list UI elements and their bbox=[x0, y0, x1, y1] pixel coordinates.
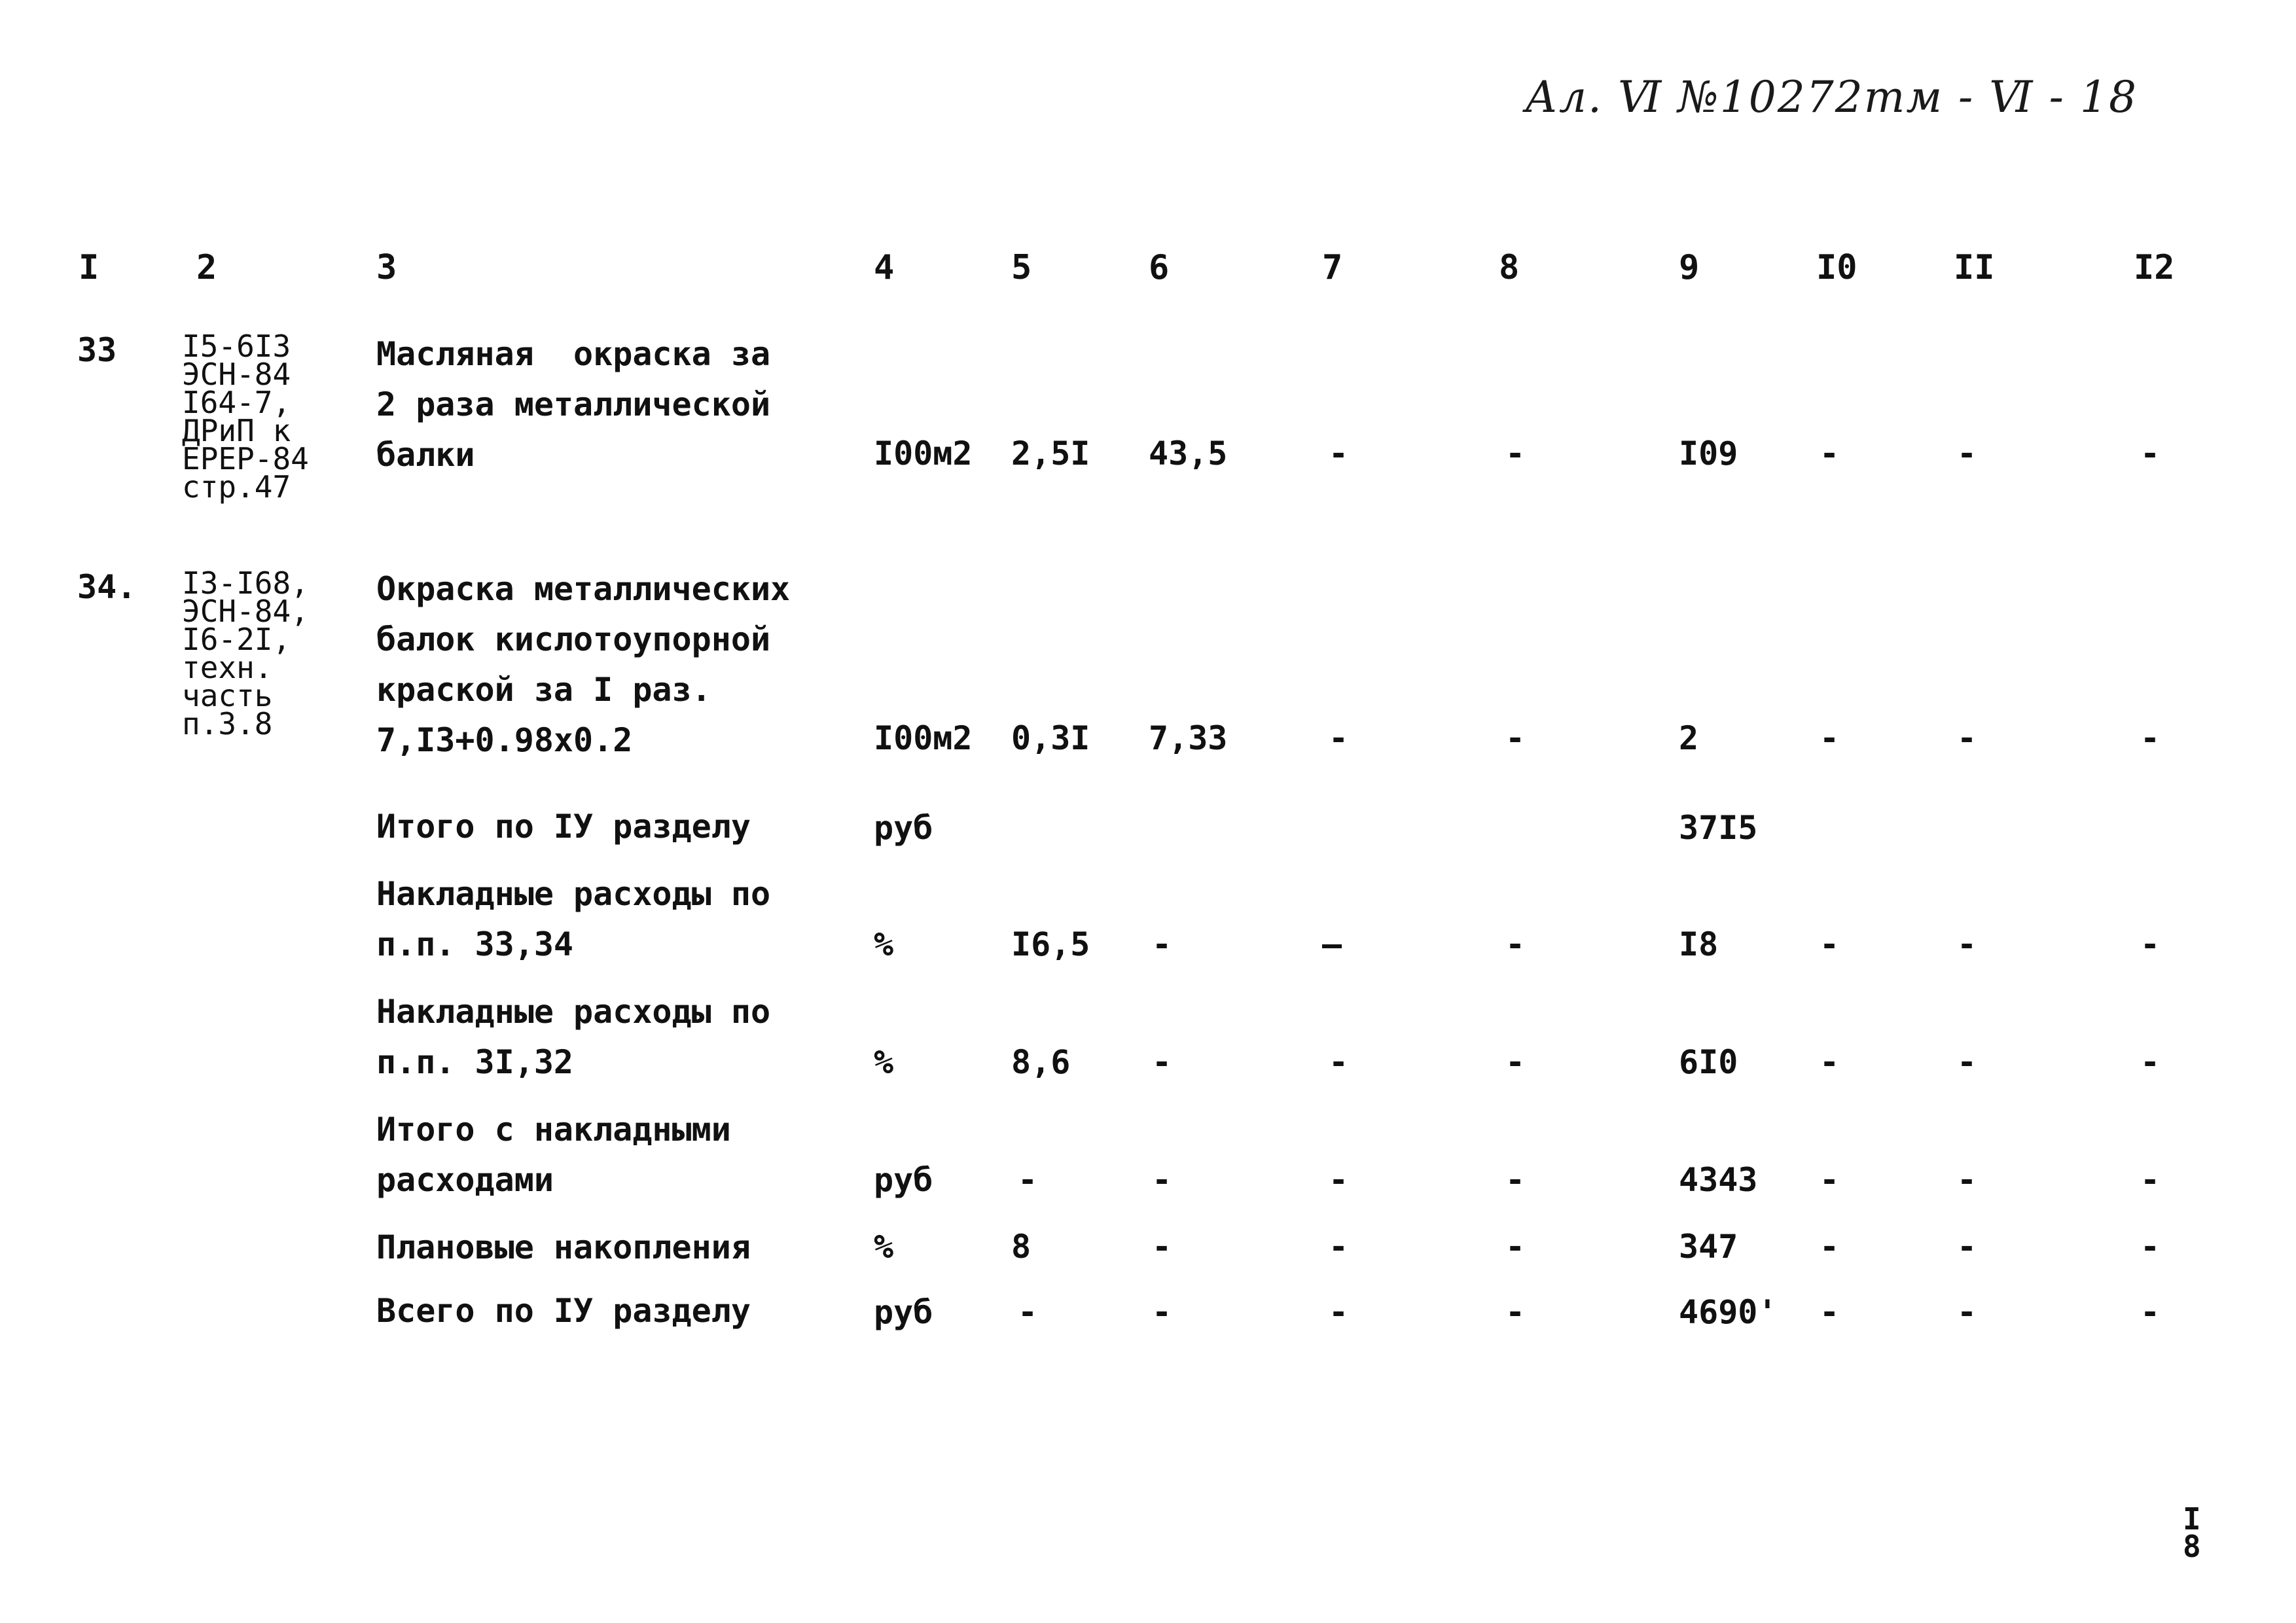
summary-label: Накладные расходы по п.п. 33,34 bbox=[376, 875, 771, 963]
page-number: I 8 bbox=[2183, 1501, 2201, 1564]
summary-total: I8 bbox=[1679, 925, 1719, 963]
unit: I00м2 bbox=[874, 719, 973, 757]
cell-col10: - bbox=[1820, 435, 1840, 473]
column-header-10: I0 bbox=[1816, 248, 1857, 287]
cell-col10: - bbox=[1820, 925, 1840, 963]
summary-total: 4690' bbox=[1679, 1293, 1778, 1331]
summary-unit: руб bbox=[874, 1161, 933, 1199]
quantity: 2,5I bbox=[1011, 435, 1090, 473]
cell-col11: - bbox=[1957, 925, 1977, 963]
cell-col8: - bbox=[1505, 435, 1526, 473]
cell-col12: - bbox=[2140, 1293, 2161, 1331]
cell-col8: - bbox=[1505, 1293, 1526, 1331]
cell-col7: - bbox=[1329, 1228, 1349, 1266]
cell-col11: - bbox=[1957, 1043, 1977, 1081]
cell-col7: — bbox=[1322, 925, 1342, 963]
column-header-7: 7 bbox=[1322, 248, 1343, 287]
cell-col10: - bbox=[1820, 719, 1840, 757]
summary-total: 37I5 bbox=[1679, 809, 1758, 847]
summary-total: 4343 bbox=[1679, 1161, 1758, 1199]
unit-price: 43,5 bbox=[1149, 435, 1228, 473]
unit-price: 7,33 bbox=[1149, 719, 1228, 757]
cell-col5: - bbox=[1018, 1293, 1038, 1331]
work-description: Окраска металлических балок кислотоупорной краской за I раз. 7,I3+0.98x0.2 bbox=[376, 570, 791, 759]
cell-col7: - bbox=[1329, 435, 1349, 473]
summary-total: 347 bbox=[1679, 1228, 1738, 1266]
column-header-11: II bbox=[1954, 248, 1995, 287]
column-header-12: I2 bbox=[2134, 248, 2175, 287]
norm-reference: I3-I68, ЭСН-84, I6-2I, техн. часть п.3.8 bbox=[182, 565, 309, 741]
summary-unit: руб bbox=[874, 1293, 933, 1331]
cell-col11: - bbox=[1957, 435, 1977, 473]
work-description: Масляная окраска за 2 раза металлической балки bbox=[376, 335, 771, 474]
cell-col7: - bbox=[1329, 1293, 1349, 1331]
summary-label: Всего по IУ разделу bbox=[376, 1292, 751, 1330]
summary-total: 6I0 bbox=[1679, 1043, 1738, 1081]
cell-col10: - bbox=[1820, 1228, 1840, 1266]
cell-col5: - bbox=[1018, 1161, 1038, 1199]
summary-unit: руб bbox=[874, 809, 933, 847]
column-header-4: 4 bbox=[874, 248, 895, 287]
total-cost: 2 bbox=[1679, 719, 1699, 757]
cell-col8: - bbox=[1505, 1043, 1526, 1081]
summary-label: Плановые накопления bbox=[376, 1228, 751, 1266]
summary-rate: 8,6 bbox=[1011, 1043, 1071, 1081]
norm-reference: I5-6I3 ЭСН-84 I64-7, ДРиП к ЕРЕР-84 стр.47 bbox=[182, 329, 309, 505]
cell-col11: - bbox=[1957, 1228, 1977, 1266]
cell-col12: - bbox=[2140, 435, 2161, 473]
cell-col6: - bbox=[1152, 1293, 1172, 1331]
cell-col7: - bbox=[1329, 1043, 1349, 1081]
cell-col12: - bbox=[2140, 719, 2161, 757]
cell-col11: - bbox=[1957, 1293, 1977, 1331]
column-header-3: 3 bbox=[376, 248, 397, 287]
cell-col10: - bbox=[1820, 1043, 1840, 1081]
cell-col6: - bbox=[1152, 1161, 1172, 1199]
summary-rate: 8 bbox=[1011, 1228, 1031, 1266]
cell-col11: - bbox=[1957, 719, 1977, 757]
row-number: 33 bbox=[77, 331, 117, 369]
cell-col11: - bbox=[1957, 1161, 1977, 1199]
summary-unit: % bbox=[874, 1228, 894, 1266]
total-cost: I09 bbox=[1679, 435, 1738, 473]
cell-col8: - bbox=[1505, 1161, 1526, 1199]
cell-col12: - bbox=[2140, 925, 2161, 963]
cell-col12: - bbox=[2140, 1161, 2161, 1199]
column-header-2: 2 bbox=[196, 248, 217, 287]
cell-col6: - bbox=[1152, 1228, 1172, 1266]
quantity: 0,3I bbox=[1011, 719, 1090, 757]
summary-label: Накладные расходы по п.п. 3I,32 bbox=[376, 993, 771, 1081]
summary-label: Итого с накладными расходами bbox=[376, 1111, 731, 1199]
summary-unit: % bbox=[874, 1043, 894, 1081]
column-header-1: I bbox=[79, 248, 99, 287]
cell-col6: - bbox=[1152, 1043, 1172, 1081]
cell-col7: - bbox=[1329, 1161, 1349, 1199]
cell-col12: - bbox=[2140, 1043, 2161, 1081]
summary-rate: I6,5 bbox=[1011, 925, 1090, 963]
cell-col7: - bbox=[1329, 719, 1349, 757]
row-number: 34. bbox=[77, 568, 137, 606]
cell-col8: - bbox=[1505, 719, 1526, 757]
column-header-9: 9 bbox=[1679, 248, 1700, 287]
column-header-8: 8 bbox=[1499, 248, 1520, 287]
cell-col10: - bbox=[1820, 1293, 1840, 1331]
cell-col10: - bbox=[1820, 1161, 1840, 1199]
cell-col8: - bbox=[1505, 925, 1526, 963]
document-reference: Ал. Ⅵ №10272тм - Ⅵ - 18 bbox=[1525, 72, 2138, 122]
summary-unit: % bbox=[874, 925, 894, 963]
column-header-6: 6 bbox=[1149, 248, 1170, 287]
summary-label: Итого по IУ разделу bbox=[376, 808, 751, 846]
cell-col8: - bbox=[1505, 1228, 1526, 1266]
cell-col12: - bbox=[2140, 1228, 2161, 1266]
unit: I00м2 bbox=[874, 435, 973, 473]
cell-col6: - bbox=[1152, 925, 1172, 963]
column-header-5: 5 bbox=[1011, 248, 1032, 287]
